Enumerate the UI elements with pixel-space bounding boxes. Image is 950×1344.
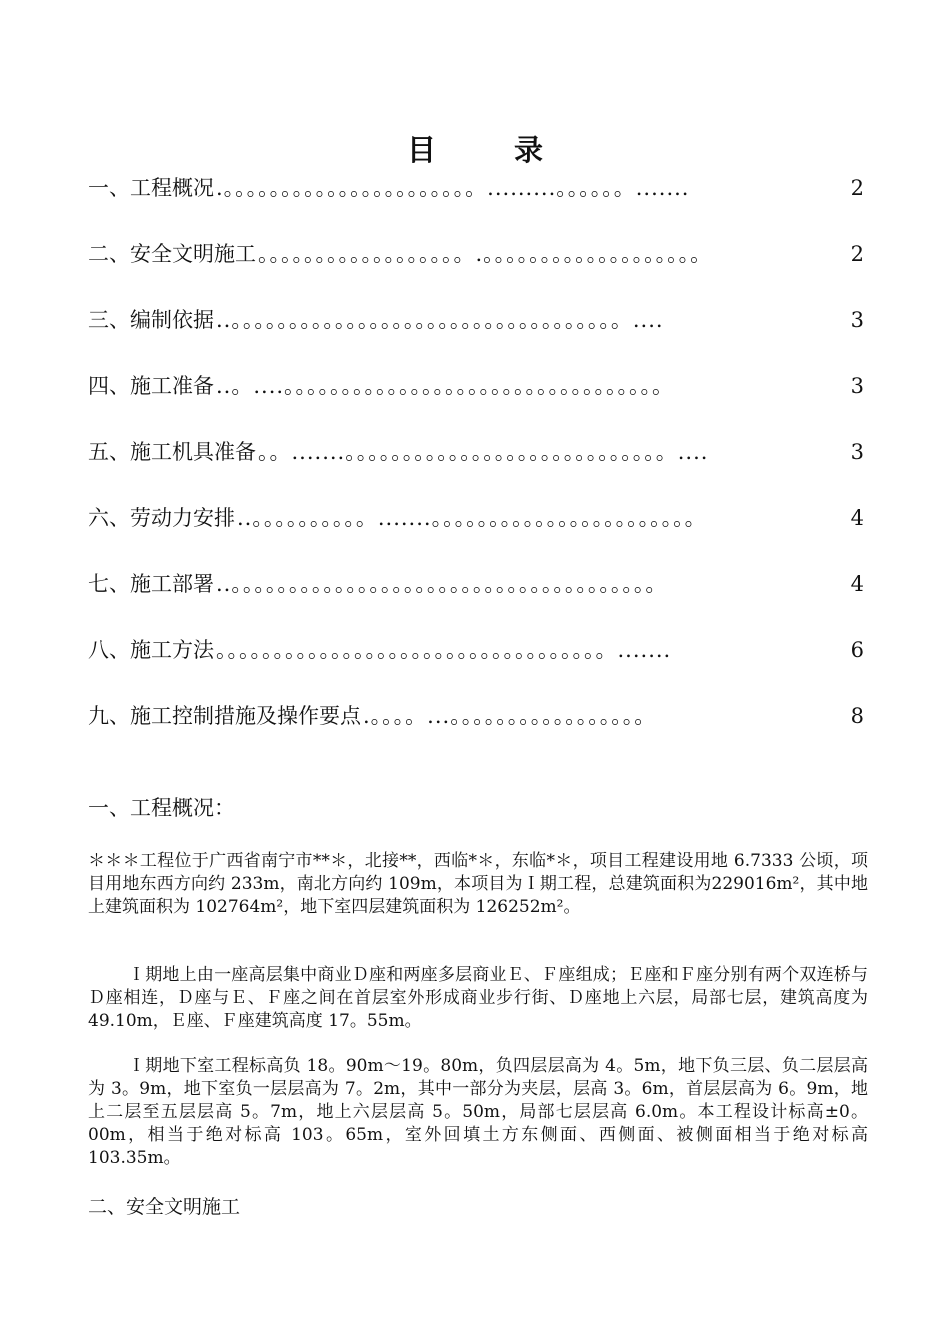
toc-entry-page: 3: [850, 374, 864, 398]
toc-entry-label: 七、施工部署: [88, 572, 214, 596]
toc-entry-leader: ..。。。。。。。。。。。。。。。。。。。。。。。。。。。。。。。。。。。。。: [216, 572, 668, 596]
toc-entry-leader: ..。。。。。。。。。。.......。。。。。。。。。。。。。。。。。。。。。。。: [237, 506, 707, 530]
toc-entry[interactable]: [88, 300, 864, 366]
toc-entry-page: 2: [850, 176, 864, 200]
toc-entry[interactable]: [88, 696, 864, 762]
body-paragraph: ＊＊＊工程位于广西省南宁市**＊，北接**，西临*＊，东临*＊，项目工程建设用地 6.7333 公顷，项目用地东西方向约 233m，南北方向约 109m，本项目为Ｉ期工程，总建筑面积为229016m²，其中地上建筑面积为 102764m²，地下室四层建筑面积为 126252m²。: [88, 851, 868, 917]
toc-entry-label: 五、施工机具准备: [88, 440, 256, 464]
toc-entry-leader: 。。.......。。。。。。。。。。。。。。。。。。。。。。。。。。。。....: [258, 440, 709, 464]
toc-entry-label: 四、施工准备: [88, 374, 214, 398]
toc-entry[interactable]: [88, 564, 864, 630]
toc-entry-page: 2: [850, 242, 864, 266]
toc-title: 目 录: [406, 133, 578, 167]
section-heading-overview: 一、工程概况：: [88, 796, 235, 820]
toc-entry-page: 3: [850, 308, 864, 332]
table-of-contents: [88, 168, 864, 762]
toc-entry[interactable]: [88, 498, 864, 564]
toc-entry[interactable]: [88, 630, 864, 696]
toc-entry-page: 3: [850, 440, 864, 464]
toc-entry-label: 一、工程概况: [88, 176, 214, 200]
toc-entry-page: 4: [850, 506, 864, 530]
toc-entry-leader: .。。。。...。。。。。。。。。。。。。。。。。: [363, 704, 657, 728]
toc-entry[interactable]: [88, 168, 864, 234]
toc-entry-page: 8: [850, 704, 864, 728]
toc-entry-label: 六、劳动力安排: [88, 506, 235, 530]
toc-entry-label: 三、编制依据: [88, 308, 214, 332]
toc-entry[interactable]: [88, 366, 864, 432]
toc-entry-leader: .。。。。。。。。。。。。。。。。。。。。。。.........。。。。。。.......: [216, 176, 690, 200]
toc-entry-leader: ..。....。。。。。。。。。。。。。。。。。。。。。。。。。。。。。。。。。: [216, 374, 675, 398]
toc-entry[interactable]: [88, 432, 864, 498]
toc-entry[interactable]: [88, 234, 864, 300]
toc-entry-page: 6: [850, 638, 864, 662]
toc-entry-page: 4: [850, 572, 864, 596]
toc-entry-label: 八、施工方法: [88, 638, 214, 662]
toc-entry-leader: ..。。。。。。。。。。。。。。。。。。。。。。。。。。。。。。。。。。....: [216, 308, 664, 332]
toc-entry-label: 九、施工控制措施及操作要点: [88, 704, 361, 728]
body-paragraph: Ｉ期地下室工程标高负 18。90m～19。80m，负四层层高为 4。5m，地下负三层、负二层层高为 3。9m，地下室负一层层高为 7。2m，其中一部分为夹层，层高 3。6m，首层层高为 6。9m，地上二层至五层层高 5。7m，地上六层层高 5。50m，局部七层层高 6.0m。本工程设计标高±0。00m，相当于绝对标高 103。65m，室外回填土方东侧面、西侧面、被侧面相当于绝对标高 103.35m。: [88, 1056, 868, 1168]
toc-entry-label: 二、安全文明施工: [88, 242, 256, 266]
body-paragraph: Ｉ期地上由一座高层集中商业Ｄ座和两座多层商业Ｅ、Ｆ座组成；Ｅ座和Ｆ座分别有两个双连桥与Ｄ座相连，Ｄ座与Ｅ、Ｆ座之间在首层室外形成商业步行街、Ｄ座地上六层，局部七层，建筑高度为 49.10m，Ｅ座、Ｆ座建筑高度 17。55m。: [88, 965, 868, 1031]
section-heading-safety: 二、安全文明施工: [88, 1196, 241, 1218]
toc-entry-leader: 。。。。。。。。。。。。。。。。。。.。。。。。。。。。。。。。。。。。。。: [258, 242, 713, 266]
toc-entry-leader: 。。。。。。。。。。。。。。。。。。。。。。。。。。。。。。。。。。.......: [216, 638, 672, 662]
